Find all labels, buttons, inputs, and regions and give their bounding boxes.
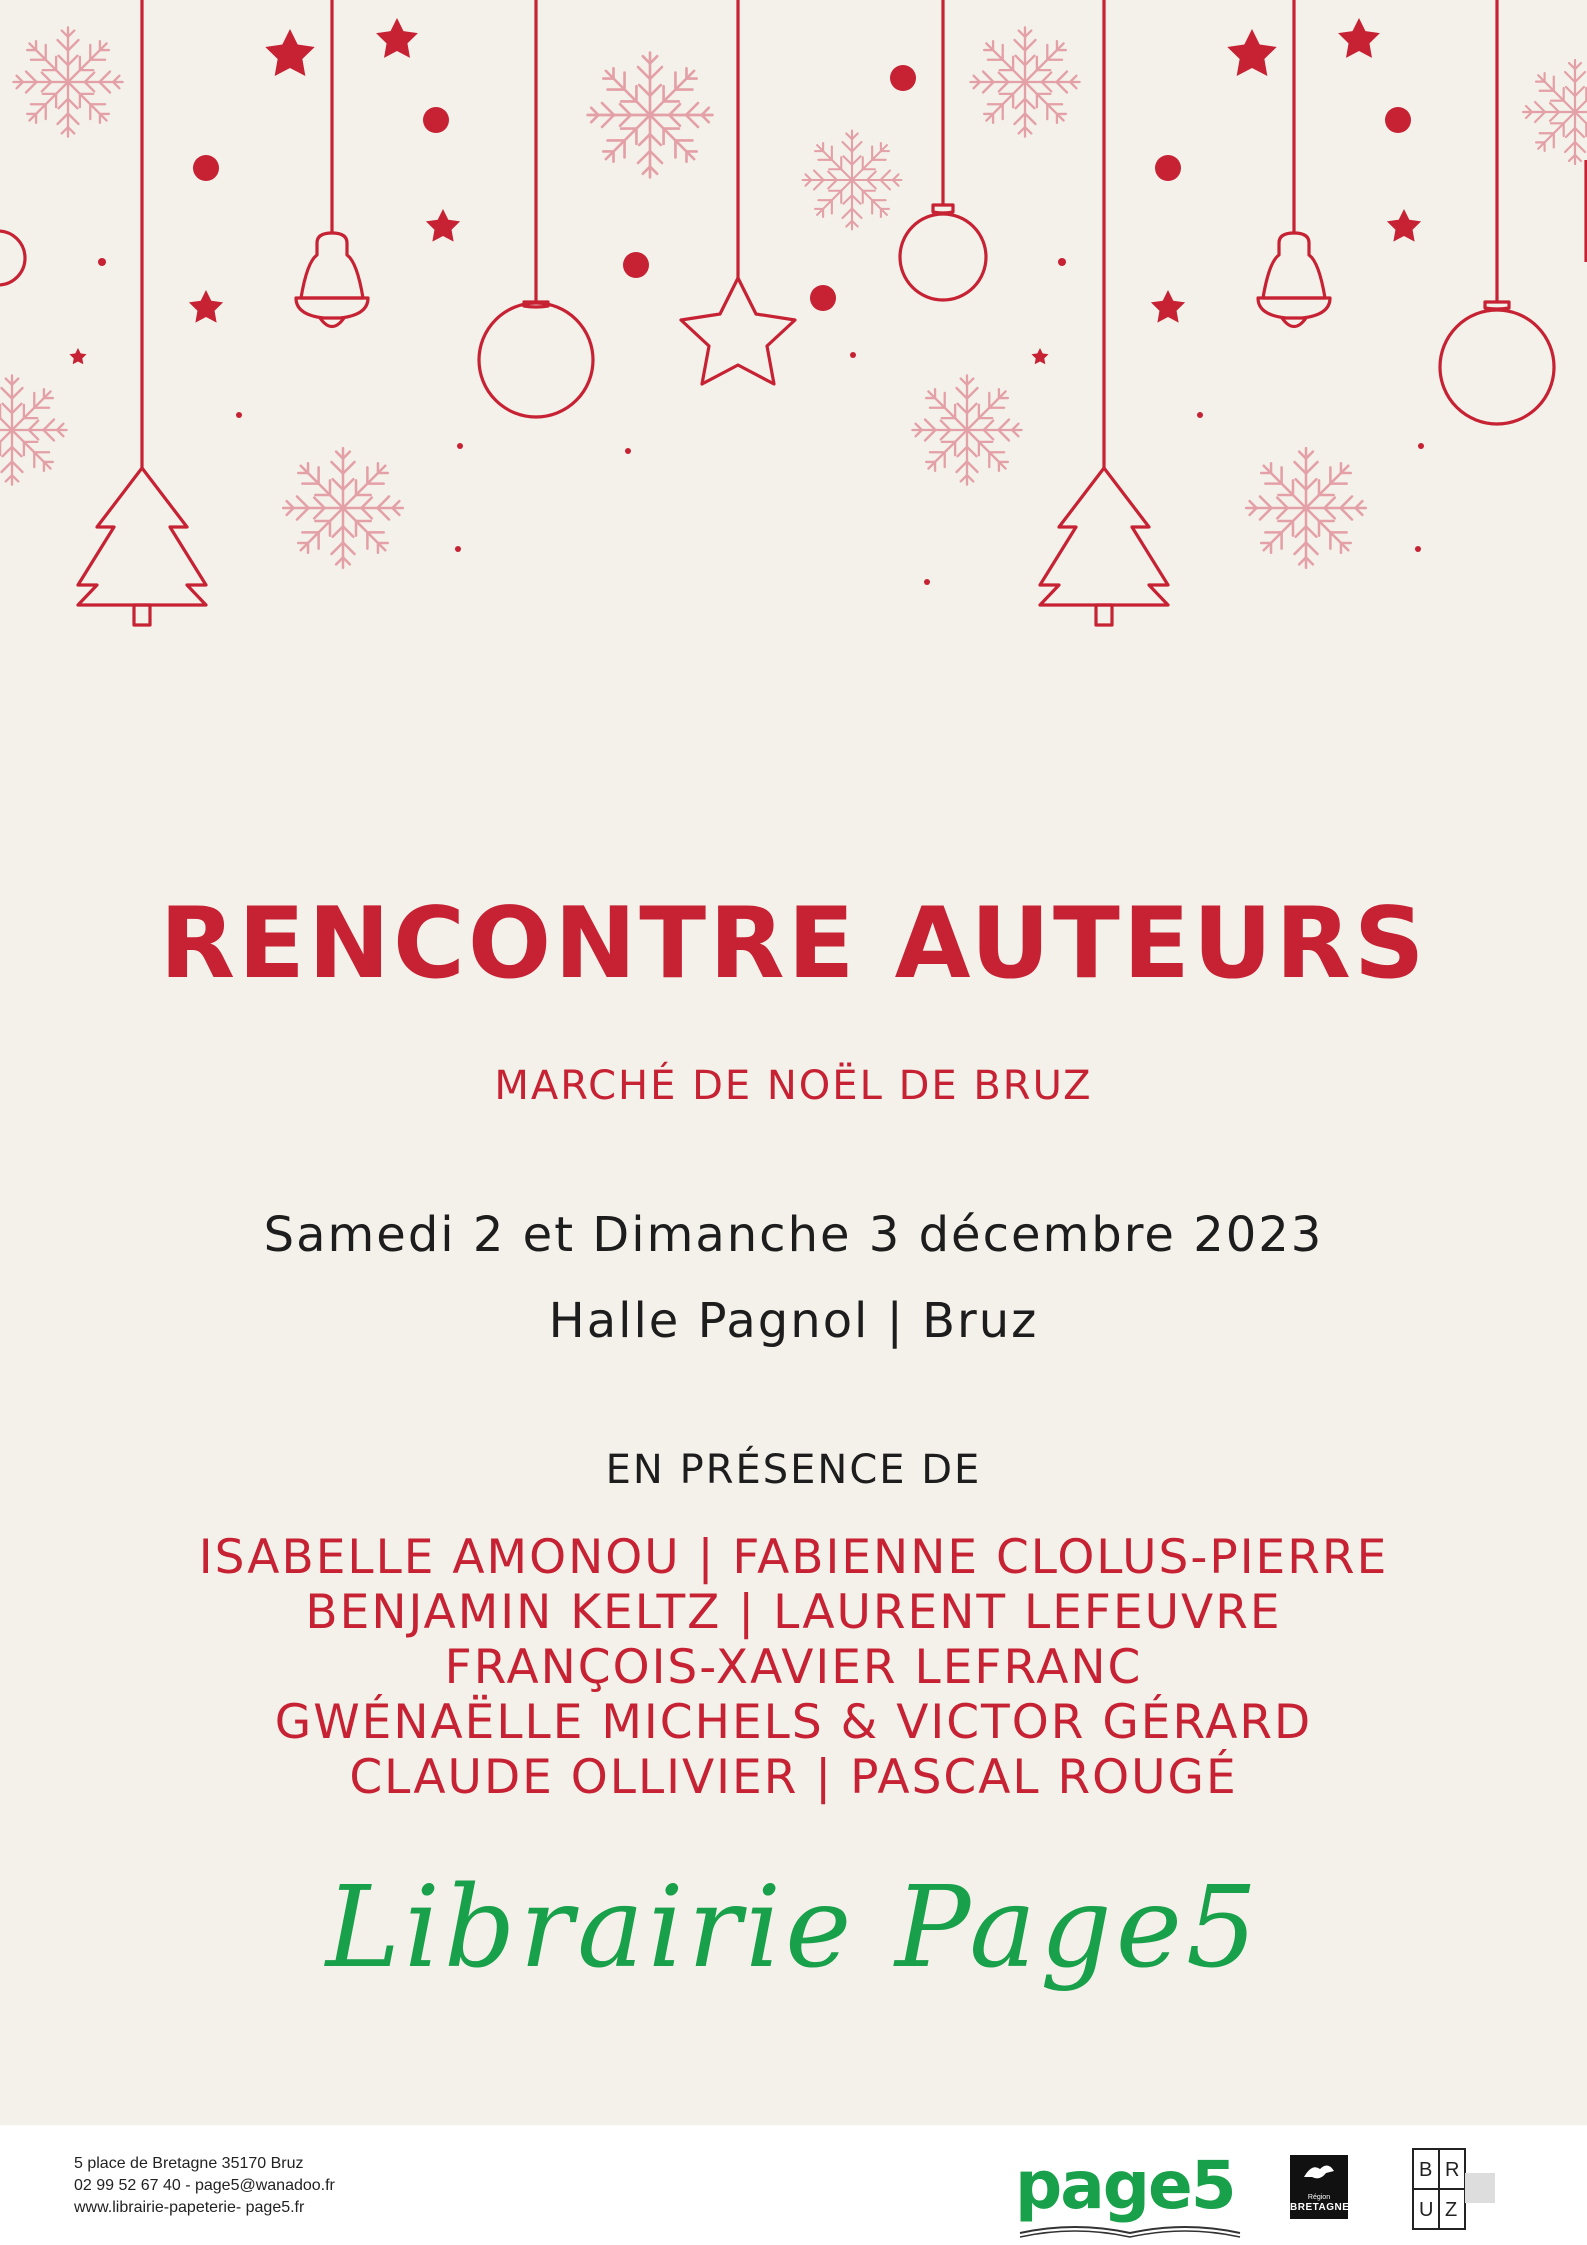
dot-icon — [423, 107, 449, 133]
dot-icon — [810, 285, 836, 311]
bruz-logo — [1407, 2143, 1499, 2235]
authors-list — [0, 1530, 1587, 1805]
snowflake-icon — [0, 375, 67, 484]
snowflake-icon — [970, 27, 1079, 136]
bauble-ornament — [900, 0, 986, 300]
poster-title: RENCONTRE AUTEURS — [159, 887, 1428, 1001]
snowflake-icon — [1523, 60, 1587, 164]
dot-icon — [1418, 443, 1424, 449]
bauble-ornament — [0, 231, 25, 285]
footer-address — [74, 2153, 335, 2219]
dot-icon — [623, 252, 649, 278]
dot-icon — [236, 412, 242, 418]
snowflake-icon — [283, 448, 403, 568]
star-icon — [376, 18, 418, 58]
bookshop-signature: Librairie Page5 — [325, 1863, 1262, 1993]
authors-line: GWÉNAËLLE MICHELS & VICTOR GÉRARD — [274, 1695, 1313, 1750]
authors-line: FRANÇOIS-XAVIER LEFRANC — [444, 1640, 1143, 1695]
bruz-letter: U — [1419, 2199, 1434, 2221]
star-icon — [1031, 348, 1048, 364]
authors-line: CLAUDE OLLIVIER | PASCAL ROUGÉ — [349, 1750, 1238, 1805]
authors-line: BENJAMIN KELTZ | LAURENT LEFEUVRE — [305, 1585, 1282, 1640]
dot-icon — [455, 546, 461, 552]
authors-line: ISABELLE AMONOU | FABIENNE CLOLUS-PIERRE — [198, 1530, 1389, 1585]
event-venue: Halle Pagnol | Bruz — [548, 1293, 1039, 1349]
bauble-ornament — [1440, 0, 1554, 424]
bruz-letter: R — [1445, 2159, 1460, 2181]
dot-icon — [1197, 412, 1203, 418]
star-icon — [1151, 290, 1185, 323]
star-icon — [1387, 209, 1421, 242]
dot-icon — [457, 443, 463, 449]
presence-heading: EN PRÉSENCE DE — [605, 1447, 982, 1493]
page5-logo: page5 — [1015, 2147, 1235, 2224]
ermine-icon — [1290, 2155, 1348, 2189]
dot-icon — [98, 258, 106, 266]
bauble-ornament — [479, 0, 593, 417]
dot-icon — [890, 65, 916, 91]
snowflake-icon — [588, 53, 713, 178]
snowflake-icon — [912, 375, 1021, 484]
dot-icon — [1385, 107, 1411, 133]
dot-icon — [1415, 546, 1421, 552]
dot-icon — [850, 352, 856, 358]
phone-email-line: 02 99 52 67 40 - page5@wanadoo.fr — [74, 2177, 335, 2194]
snowflake-icon — [803, 131, 902, 230]
star-ornament — [681, 0, 795, 384]
book-icon — [1015, 2219, 1245, 2239]
bruz-letter: Z — [1445, 2199, 1458, 2221]
footer — [0, 2125, 1587, 2245]
star-icon — [1227, 29, 1276, 76]
snowflake-icon — [1246, 448, 1366, 568]
christmas-decoration — [0, 0, 1587, 660]
region-name: BRETAGNE — [1290, 2202, 1350, 2213]
website-line: www.librairie-papeterie- page5.fr — [74, 2199, 305, 2216]
poster-subtitle: MARCHÉ DE NOËL DE BRUZ — [494, 1063, 1093, 1109]
dot-icon — [193, 155, 219, 181]
star-icon — [189, 290, 223, 323]
star-icon — [1338, 18, 1380, 58]
star-icon — [69, 348, 86, 364]
dot-icon — [1155, 155, 1181, 181]
bruz-letter: B — [1419, 2159, 1433, 2181]
dot-icon — [625, 448, 631, 454]
region-prefix: Région — [1307, 2194, 1331, 2201]
dot-icon — [924, 579, 930, 585]
dot-icon — [1058, 258, 1066, 266]
tree-ornament — [1040, 0, 1168, 625]
region-bretagne-logo — [1290, 2155, 1348, 2219]
star-icon — [426, 209, 460, 242]
snowflake-icon — [13, 27, 122, 136]
address-line: 5 place de Bretagne 35170 Bruz — [74, 2155, 304, 2172]
event-date: Samedi 2 et Dimanche 3 décembre 2023 — [263, 1207, 1324, 1263]
tree-ornament — [78, 0, 206, 625]
star-icon — [265, 29, 314, 76]
